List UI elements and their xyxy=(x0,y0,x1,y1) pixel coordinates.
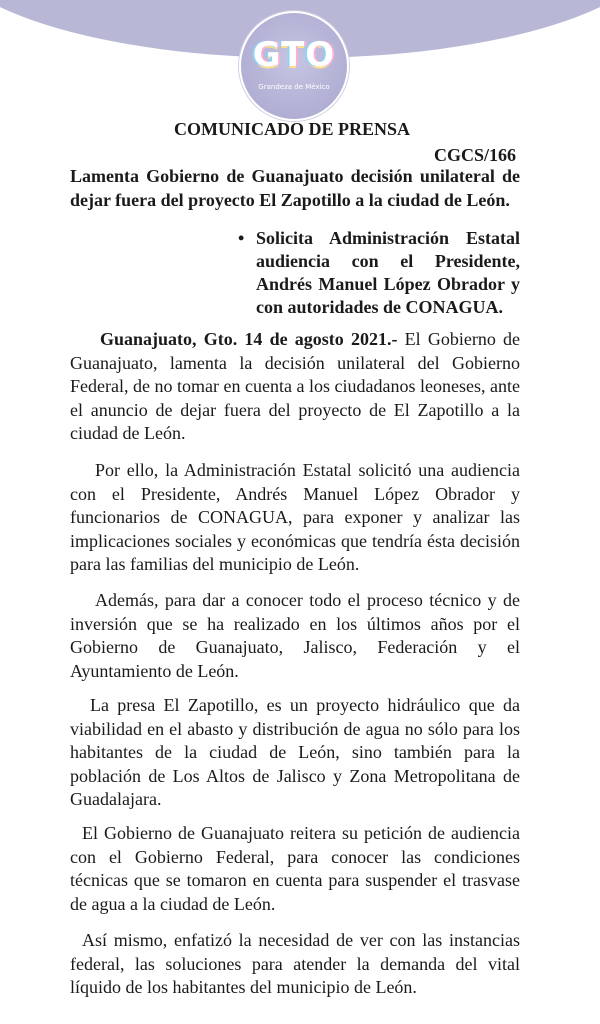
dateline: Guanajuato, Gto. 14 de agosto 2021.- xyxy=(100,329,398,349)
paragraph-4: La presa El Zapotillo, es un proyecto hidráulico que da viabilidad en el abasto y distribución de agua no sólo para los habitantes de la ciudad de León, sino también para la población de Los Altos de Jalisco y Zona Metropolitana de Guadalajara. xyxy=(70,695,520,809)
bullet-item xyxy=(238,227,520,319)
reference-code: CGCS/166 xyxy=(433,145,516,165)
logo-tagline: Grandeza de México xyxy=(258,83,330,91)
logo-text: GTO xyxy=(252,35,336,75)
document-title: COMUNICADO DE PRENSA xyxy=(173,119,410,139)
paragraph-3: Además, para dar a conocer todo el proceso técnico y de inversión que se ha realizado en los últimos años por el Gobierno de Guanajuato, Jalisco, Federación y el Ayuntamiento de León. xyxy=(70,590,520,681)
paragraph-1-text: El Gobierno de Guanajuato, lamenta la decisión unilateral del Gobierno Federal, de no tomar en cuenta a los ciudadanos leoneses, ante el anuncio de dejar fuera del proyecto de El Zapotillo a la ciudad de León. xyxy=(70,329,521,443)
paragraph-2: Por ello, la Administración Estatal solicitó una audiencia con el Presidente, Andrés Manuel López Obrador y funcionarios de CONAGUA, para exponer y analizar las implicaciones sociales y económicas que tendría ésta decisión para las familias del municipio de León. xyxy=(70,460,520,574)
paragraph-5: El Gobierno de Guanajuato reitera su petición de audiencia con el Gobierno Federal, para conocer las condiciones técnicas que se tomaron en cuenta para suspender el trasvase de agua a la ciudad de León. xyxy=(70,823,520,914)
headline: Lamenta Gobierno de Guanajuato decisión unilateral de dejar fuera del proyecto El Zapotillo a la ciudad de León. xyxy=(70,166,520,210)
paragraph-1 xyxy=(70,328,520,446)
paragraph-6: Así mismo, enfatizó la necesidad de ver con las instancias federal, las soluciones para atender la demanda del vital líquido de los habitantes del municipio de León. xyxy=(70,930,520,997)
bullet-text: Solicita Administración Estatal audiencia con el Presidente, Andrés Manuel López Obrador y con autoridades de CONAGUA. xyxy=(256,228,520,317)
gto-logo xyxy=(239,11,349,121)
bullet-icon: • xyxy=(238,228,245,248)
